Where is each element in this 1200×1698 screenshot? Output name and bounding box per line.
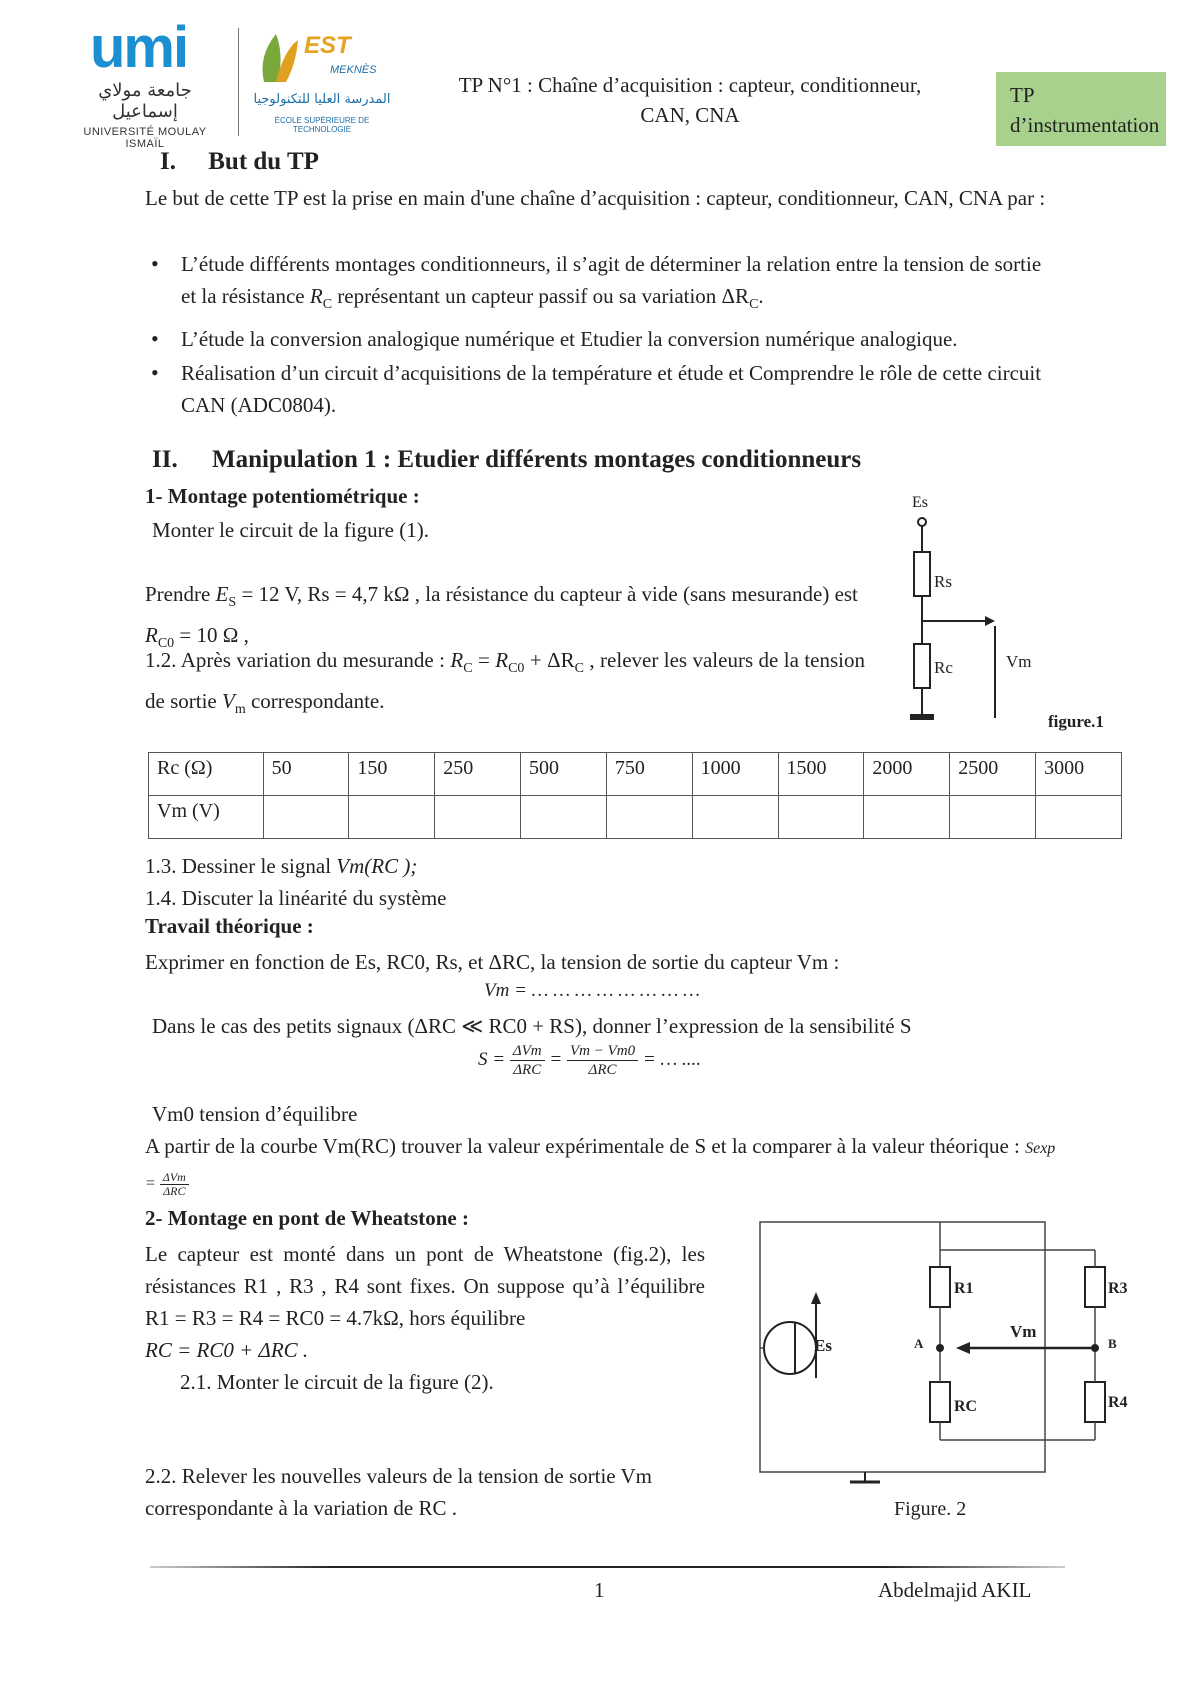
sub2-heading: 2- Montage en pont de Wheatstone : [145,1206,469,1230]
est-arabic-name: المدرسة العليا للتكنولوجيا [253,92,391,107]
sub1-p3-a: 1.2. Après variation du mesurande : [145,648,451,672]
est-city: MEKNÈS [330,64,377,76]
table-cell-empty[interactable] [263,796,349,839]
sexp-fraction [160,1171,189,1198]
est-logo-mark: EST [304,32,351,59]
table-cell: 500 [521,753,607,796]
sub1-p2-a: Prendre [145,582,216,606]
section1-heading [160,148,319,176]
footer-rule [150,1566,1065,1568]
figure1-circuit [880,486,1080,736]
small-signals-text: Dans le cas des petits signaux (ΔRC ≪ RC0 + RS), donner l’expression de la sensibilité S [152,1014,912,1038]
q13-text: 1.3. Dessiner le signal [145,854,337,878]
section2-heading [152,446,861,474]
theory-heading: Travail théorique : [145,914,314,938]
sub1-p3-b: = [472,648,496,672]
table-cell: 250 [435,753,521,796]
doc-title [410,70,970,130]
est-emblem-icon [254,26,300,86]
table-row-label: Rc (Ω) [149,753,264,796]
fig2-r3-label: R3 [1108,1280,1128,1297]
table-cell: 2000 [864,753,950,796]
footer-author: Abdelmajid AKIL [878,1578,1032,1602]
table-cell: 1000 [692,753,778,796]
sensitivity-formula: S = $\frac{\text{ΔVm}}{\text{ΔRC}}$ = $\frac{Vm - Vm0}{\text{ΔRC}}$ = … .... [478,1043,702,1078]
fig2-resistor-r3 [1085,1267,1105,1307]
figure2-circuit [720,1212,1160,1502]
table-cell-empty[interactable] [435,796,521,839]
bullet-sub: C [322,297,333,313]
table-cell-empty[interactable] [349,796,435,839]
table-cell: 2500 [950,753,1036,796]
course-box [996,72,1166,146]
page-number: 1 [594,1578,605,1602]
table-cell-empty[interactable] [950,796,1036,839]
fig2-resistor-rc [930,1382,950,1422]
fig2-source-icon [764,1322,816,1374]
question-1-3 [145,850,417,882]
table-cell-empty[interactable] [606,796,692,839]
fig1-rs-label: Rs [934,572,952,591]
doc-title-line2: CAN, CNA [640,103,740,127]
fig2-vm-arrow [956,1342,970,1354]
fig1-es-label: Es [912,494,928,511]
wheatstone-p2: 2.1. Monter le circuit de la figure (2). [180,1370,494,1394]
fraction-2 [567,1042,638,1079]
section1-intro: Le but de cette TP est la prise en main d'une chaîne d’acquisition : capteur, conditionneur, CAN, CNA par : [145,186,1046,210]
fig1-vm-label: Vm [1006,652,1032,671]
section1-number: I. [160,148,176,175]
section1-title: But du TP [208,148,319,175]
section2-title: Manipulation 1 : Etudier différents montages conditionneurs [211,446,862,473]
fig1-rc-label: Rc [934,658,953,677]
theory-p1: Exprimer en fonction de Es, RC0, Rs, et ΔRC, la tension de sortie du capteur Vm : [145,950,840,974]
sexp-num: ΔVm [160,1171,189,1185]
fig2-caption: Figure. 2 [894,1498,967,1520]
sub1-p3-e: correspondante. [245,689,385,714]
fig2-rc-label: RC [954,1398,978,1415]
fig1-resistor-rs [914,552,930,596]
fig2-vm-label: Vm [1010,1322,1037,1341]
est-latin-name: ÉCOLE SUPÉRIEURE DE TECHNOLOGIE [274,116,370,134]
table-cell-empty[interactable] [864,796,950,839]
table-cell: 150 [349,753,435,796]
logo-divider [238,28,239,136]
fig2-a-label: A [914,1336,924,1351]
table-cell: 750 [606,753,692,796]
bullet-text3: . [758,284,764,308]
course-box-line1: TP [1010,83,1035,107]
umi-latin-name: UNIVERSITÉ MOULAY ISMAÏL [83,126,207,150]
section2-number: II. [152,446,178,473]
course-box-line2: d’instrumentation [1010,113,1160,137]
table-cell: 50 [263,753,349,796]
s-rhs: = … .... [642,1048,702,1070]
fig2-es-label: Es [814,1336,832,1355]
compare-sentence: A partir de la courbe Vm(RC) trouver la valeur expérimentale de S et la comparer à la valeur théorique : [145,1134,1020,1158]
umi-logo [70,15,220,150]
s-den1: ΔRC [513,1062,542,1078]
est-logo [252,22,392,142]
fig1-ground [910,714,934,720]
table-row [149,753,1122,796]
table-cell: 1500 [778,753,864,796]
fig2-node-b [1091,1344,1099,1352]
fig2-b-label: B [1108,1336,1117,1351]
bullet-item: • Réalisation d’un circuit d’acquisitions de la température et étude et Comprendre le rôle de cette circuit CAN (ADC0804). [145,357,1045,421]
fig2-resistor-r1 [930,1267,950,1307]
table-row-label: Vm (V) [149,796,264,839]
fraction-1 [510,1042,545,1079]
table-cell-empty[interactable] [521,796,607,839]
sub1-p2-c: = 10 Ω , [174,623,249,648]
measurement-table [148,752,1122,839]
fig1-caption: figure.1 [1048,712,1104,731]
wheatstone-p3: 2.2. Relever les nouvelles valeurs de la tension de sortie Vm correspondante à la variation de RC . [145,1464,652,1520]
sub1-p2: Prendre $E_S = 12$ V, Rs = 4,7 kΩ , la résistance du capteur à vide (sans mesurande) est $R_{C0} = 10$ Ω , [145,582,858,652]
bullet-text2: représentant un capteur passif ou sa variation ΔR [332,284,750,308]
fig1-resistor-rc [914,644,930,688]
sexp-lhs: Sexp = [145,1140,1056,1192]
table-row [149,796,1122,839]
fig2-r4-label: R4 [1108,1394,1128,1411]
sub1-p3-c: + ΔR [524,648,575,672]
table-cell-empty[interactable] [692,796,778,839]
s-lhs: S = [478,1048,506,1070]
s-num1: ΔVm [510,1042,545,1061]
vm-formula: Vm = … … … … … … … … [484,980,701,1001]
s-num2: Vm − Vm0 [567,1042,638,1061]
s-den2: ΔRC [588,1062,617,1078]
fig1-arrow [985,616,995,626]
fig2-resistor-r4 [1085,1382,1105,1422]
bullet-item [145,248,1045,321]
umi-arabic-name: جامعة مولاي إسماعيل [98,80,192,122]
fig2-node-a [936,1344,944,1352]
compare-text [145,1130,1065,1200]
sub1-p1: Monter le circuit de la figure (1). [152,518,429,542]
table-cell-empty[interactable] [778,796,864,839]
q13-formula: Vm(RC ); [336,854,418,878]
wheatstone-p1: Le capteur est monté dans un pont de Wheatstone (fig.2), les résistances R1 , R3 , R4 sont fixes. On suppose qu’à l’équilibre R1 = R3 = R4 = RC0 = 4.7kΩ, hors équilibre [145,1242,705,1330]
fig2-r1-label: R1 [954,1280,974,1297]
section1-bullets [145,248,1045,423]
bullet-sub2: C [749,297,759,313]
sub1-p3: 1.2. Après variation du mesurande : $R_C = R_{C0} + \Delta R_C$ , relever les valeurs de la tension de sortie $V_m$ correspondante. [145,648,866,718]
bullet-var: R [309,284,323,308]
sub1-heading: 1- Montage potentiométrique : [145,484,420,508]
table-cell-empty[interactable] [1036,796,1122,839]
sub1-p2-b: = 12 V, Rs = 4,7 kΩ , la résistance du capteur à vide (sans mesurande) est [236,582,858,606]
fig2-es-arrow [811,1292,821,1304]
doc-title-line1: TP N°1 : Chaîne d’acquisition : capteur, conditionneur, [458,73,922,97]
table-cell: 3000 [1036,753,1122,796]
question-1-4: 1.4. Discuter la linéarité du système [145,886,447,910]
sub1-p3-d: , relever les valeurs de la tension de sortie [145,648,866,714]
vm0-definition: Vm0 tension d’équilibre [152,1102,358,1126]
sub1-p2-es: E [215,582,229,606]
wheatstone-p1b: RC = RC0 + ΔRC . [145,1338,309,1362]
umi-logo-mark: umi [90,15,188,80]
bullet-item: • L’étude la conversion analogique numérique et Etudier la conversion numérique analogique. [145,323,1045,355]
fig1-terminal [918,518,926,526]
sexp-den: ΔRC [163,1183,186,1198]
bullet-text: L’étude différents montages conditionneurs, il s’agit de déterminer la relation entre la tension de sortie et la résistance [181,252,1042,308]
